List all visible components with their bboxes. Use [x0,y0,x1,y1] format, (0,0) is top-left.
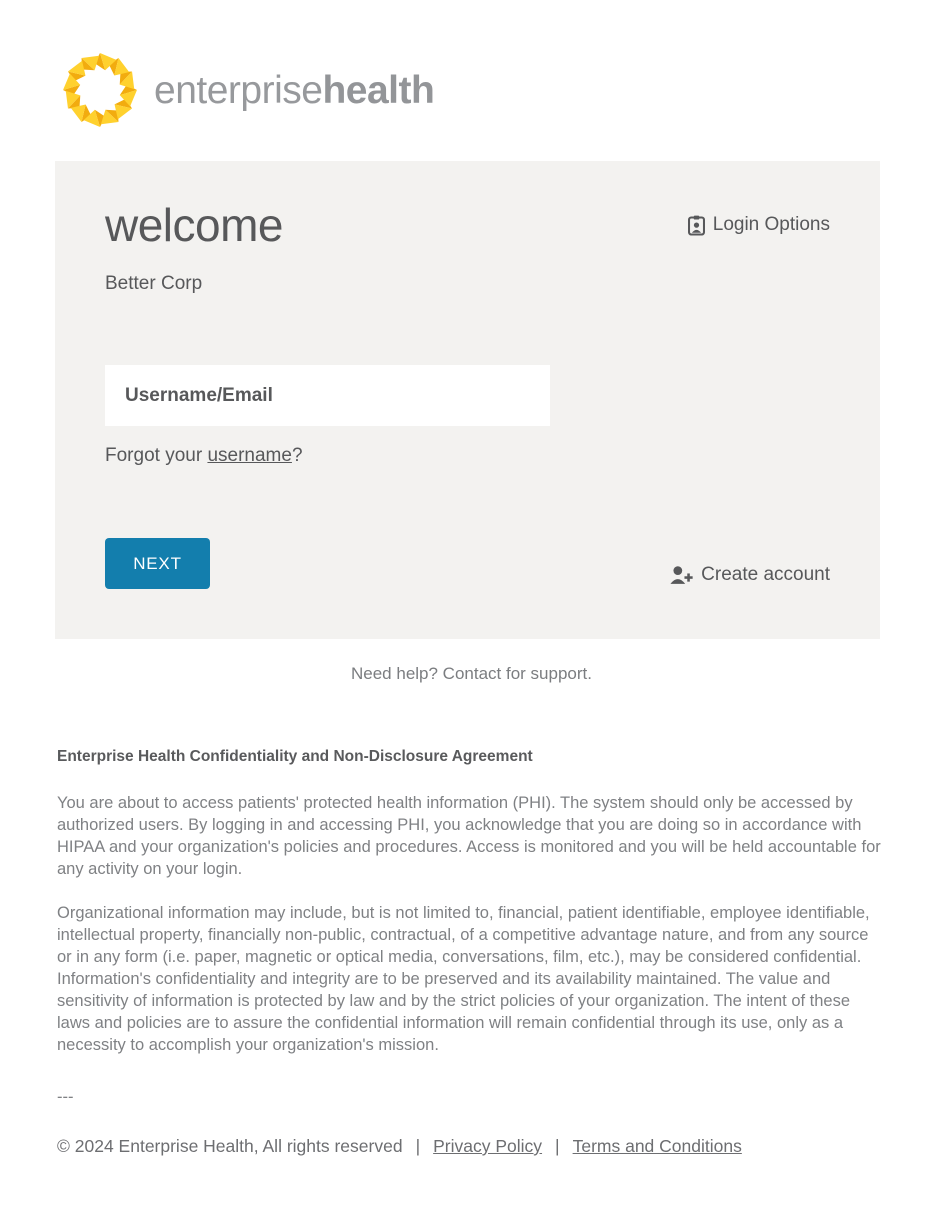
company-name: Better Corp [105,273,203,294]
id-badge-icon [688,215,705,236]
help-text: Need help? Contact for support. [351,664,592,683]
agreement-paragraph-1: You are about to access patients' protected health information (PHI). The system should only be accessed by authorized users. By logging in and accessing PHI, you acknowledge that you are doing so in accordance with HIPAA and your organization's policies and procedures. Access is monitored and you will be held accountable for any activity on your login. [57,794,881,878]
login-options-button[interactable] [688,214,830,236]
privacy-policy-link[interactable]: Privacy Policy [433,1136,543,1156]
confidentiality-agreement [57,746,885,1108]
agreement-heading: Enterprise Health Confidentiality and Non-Disclosure Agreement [57,748,533,765]
logo-text-light: enterprise [154,68,323,112]
footer-separator: | [415,1136,421,1156]
agreement-divider: --- [57,1088,74,1106]
create-account-label: Create account [701,564,830,585]
forgot-username-link[interactable]: username [207,445,292,466]
page-title: welcome [105,199,284,251]
sunburst-logo-icon [57,47,143,133]
forgot-prefix: Forgot your [105,445,208,466]
login-card [55,161,880,639]
logo-text-bold: health [322,68,435,112]
person-plus-icon [669,565,693,585]
footer-separator: | [555,1136,560,1156]
username-input[interactable] [105,365,550,426]
login-options-label: Login Options [712,214,830,235]
page-footer [57,1136,886,1157]
terms-and-conditions-link[interactable]: Terms and Conditions [572,1136,742,1156]
create-account-button[interactable] [669,564,830,589]
copyright-text: © 2024 Enterprise Health, All rights reserved [57,1136,403,1156]
forgot-username-text [105,444,830,467]
enterprise-health-logo [57,47,943,133]
next-button[interactable]: NEXT [105,538,210,589]
agreement-paragraph-2: Organizational information may include, but is not limited to, financial, patient identifiable, employee identifiable, intellectual property, financially non-public, contractual, of a competitive advantage nature, and from any source or in any form (i.e. paper, magnetic or optical media, conversations, film, etc.), may be considered confidential. Information's confidentiality and integrity are to be preserved and its availability maintained. The value and sensitivity of information is protected by law and by the strict policies of your organization. The intent of these laws and policies are to assure the confidential information will remain confidential through its use, only as a necessity to accomplish your organization's mission. [57,904,870,1054]
forgot-suffix: ? [291,445,303,466]
logo-text [154,68,435,112]
